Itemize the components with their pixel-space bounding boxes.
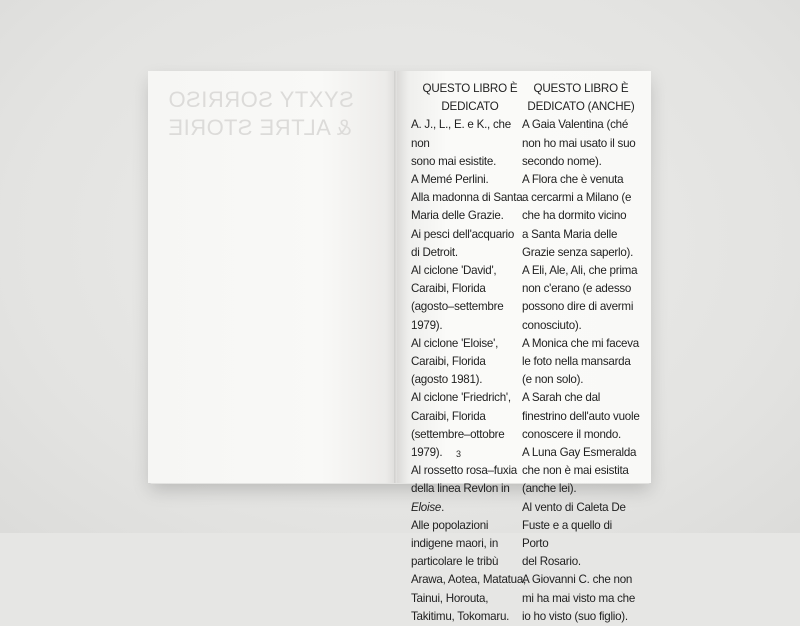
dedication-column-1 xyxy=(411,80,529,626)
dedication-entry: A Eli, Ale, Ali, che prima non c'erano (e adesso possono dire di avermi conosciuto). xyxy=(522,264,638,332)
dedication-entry: Al vento di Caleta De Fuste e a quello di Porto del Rosario. xyxy=(522,500,626,569)
dedication-entry: A Monica che mi faceva le foto nella mansarda (e non solo). xyxy=(522,336,639,387)
show-through-title-line-2: & ALTRE STORIE xyxy=(168,115,352,140)
show-through-title xyxy=(168,86,386,142)
dedication-entry: A Sarah che dal finestrino dell'auto vuole conoscere il mondo. xyxy=(522,391,640,441)
page-number: 3 xyxy=(456,449,462,459)
dedication-entry: A Giovanni C. che non mi ha mai visto ma che io ho visto (suo figlio). xyxy=(522,573,636,623)
dedication-entry: Al ciclone 'Eloise', Caraibi, Florida (agosto 1981). xyxy=(411,336,499,387)
dedication-entry: Ai pesci dell'acquario di Detroit. xyxy=(411,227,515,259)
dedication-entry: Alle popolazioni indigene maori, in particolare le tribù Arawa, Aotea, Matatua, Tainui, Horouta, Takitimu, Tokomaru. xyxy=(411,518,527,623)
dedication-entry: A Luna Gay Esmeralda che non è mai esistita (anche lei). xyxy=(522,446,637,496)
dedication-entry: A. J., L., E. e K., che non sono mai esistite. xyxy=(411,118,511,168)
revlon-text: Al rossetto rosa–fuxia della linea Revlon in xyxy=(411,464,517,496)
eloise-italic: Eloise xyxy=(411,500,442,514)
book-spine xyxy=(394,71,397,483)
dedication-entry: Al ciclone 'Friedrich', Caraibi, Florida (settembre–ottobre 1979). xyxy=(411,391,511,460)
dedication-entry: Alla madonna di Santa Maria delle Grazie. xyxy=(411,191,523,223)
show-through-title-line-1: SYXTY SORRISO xyxy=(168,87,354,112)
column-1-heading: QUESTO LIBRO È DEDICATO xyxy=(422,82,518,114)
dedication-entry: A Flora che è venuta a cercarmi a Milano (e che ha dormito vicino a Santa Maria delle Grazie senza saperlo). xyxy=(522,173,634,259)
dedication-entry: A Memé Perlini. xyxy=(411,173,489,187)
dedication-entry: Al ciclone 'David', Caraibi, Florida (agosto–settembre 1979). xyxy=(411,264,504,332)
dedication-column-2 xyxy=(522,80,640,626)
dedication-entry-revlon: Al rossetto rosa–fuxia della linea Revlon in Eloise. xyxy=(411,464,517,514)
column-2-heading: QUESTO LIBRO È DEDICATO (ANCHE) xyxy=(527,82,635,114)
dedication-entry: A Gaia Valentina (ché non ho mai usato il suo secondo nome). xyxy=(522,118,636,168)
